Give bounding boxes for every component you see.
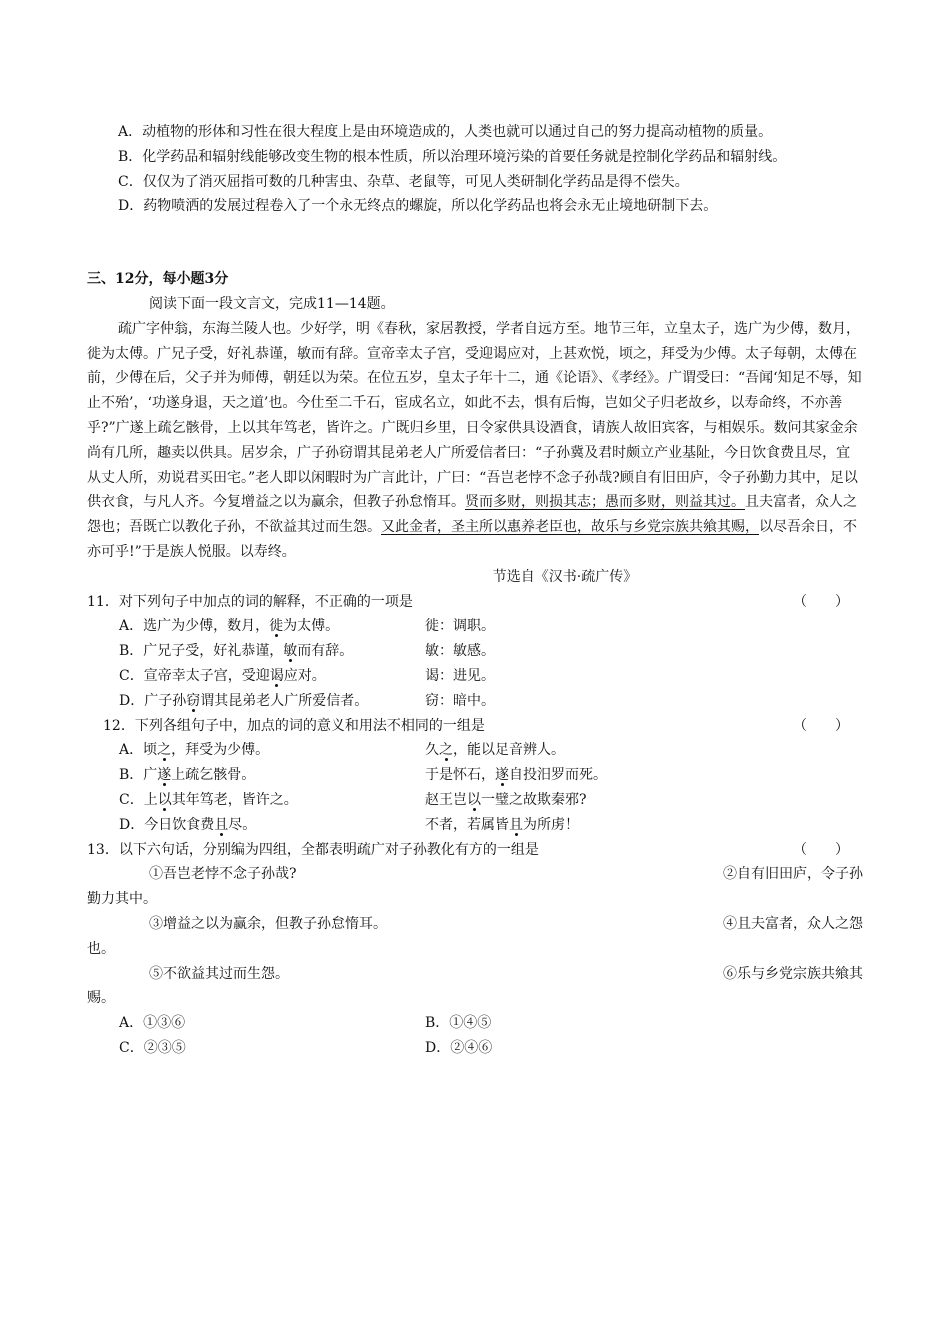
option-c-prev: C．仅仅为了消灭屈指可数的几种害虫、杂草、老鼠等，可见人类研制化学药品是得不偿失。 xyxy=(118,173,689,190)
answer-bracket-13: （ ） xyxy=(793,841,849,858)
dotted-word: 以 xyxy=(157,791,172,808)
dotted-word: 窃 xyxy=(186,692,201,709)
question-12-text: 12．下列各组句子中，加点的词的意义和用法不相同的一组是 xyxy=(103,717,485,734)
q12-option-b: B．广遂上疏乞骸骨。 于是怀石，遂自投汨罗而死。 xyxy=(119,767,607,784)
passage-part-a: 疏广字仲翁，东海兰陵人也。少好学，明《春秋，家居教授，学者自远方至。地节三年，立皇太子，选广为少傅，数月，徙为太傅。广兄子受，好礼恭谨，敏而有辞。宣帝幸太子宫，受迎谒应对，上甚欢悦，顷之，拜受为少傅。太子每朝，太傅在前，少傅在后，父子并为师傅，朝廷以为荣。在位五岁，皇太子年十二，通《论语》、《孝经》。广谓受曰：“吾闻‘知足不辱，知止不殆’，‘功遂身退，天之道’也。今仕至二千石，宦成名立，如此不去，惧有后悔，岂如父子归老故乡，以寿命终，不亦善乎?”广遂上疏乞骸骨，上以其年笃老，皆许之。广既归乡里，日令家供具设酒食，请族人故旧宾客，与相娱乐。数问其家金余尚有几所，趣卖以供具。居岁余，广子孙窃谓其昆弟老人广所爱信者曰：“子孙冀及君时颇立产业基阯，今日饮食费且尽，宜从丈人所，劝说君买田宅。”老人即以闲暇时为广言此计，广曰：“吾岂老悖不念子孙哉?顾自有旧田庐，令子孙勤力其中，足以供衣食，与凡人齐。今复增益之以为赢余，但教子孙怠惰耳。 xyxy=(87,320,862,511)
dotted-word: 之 xyxy=(439,742,453,759)
dotted-word: 以 xyxy=(467,791,481,808)
q11-note-c: 谒：进见。 xyxy=(425,667,495,684)
option-d-prev: D．药物喷洒的发展过程卷入了一个永无终点的螺旋，所以化学药品也将会永无止境地研制下去。 xyxy=(118,198,718,215)
option-b-prev: B．化学药品和辐射线能够改变生物的根本性质，所以治理环境污染的首要任务就是控制化学药品和辐射线。 xyxy=(118,148,787,165)
dotted-word: 遂 xyxy=(495,767,509,784)
q11-option-b: B．广兄子受，好礼恭谨，敏而有辞。 敏：敏感。 xyxy=(87,639,863,664)
q13-choices-row-1 xyxy=(87,1011,863,1036)
q13-choices-row-2 xyxy=(87,1036,863,1061)
answer-bracket-12: （ ） xyxy=(793,717,849,734)
passage-part-b: 且夫富者，众人之怨也；吾既亡以教化子孙，不欲益其过而生怨。 xyxy=(87,494,857,536)
q13-choice-d: D．②④⑥ xyxy=(425,1039,493,1056)
question-13-stem xyxy=(87,838,863,863)
question-12-stem xyxy=(87,714,863,739)
q11-option-c: C．宣帝幸太子宫，受迎谒应对。 谒：进见。 xyxy=(87,664,863,689)
q13-choice-c: C．②③⑤ xyxy=(119,1039,186,1056)
q12-option-d: D．今日饮食费且尽。 不者，若属皆且为所虏！ xyxy=(119,816,579,833)
q11-option-a: A．选广为少傅，数月，徙为太傅。 徙：调职。 xyxy=(87,614,863,639)
option-a-prev: A．动植物的形体和习性在很大程度上是由环境造成的，人类也就可以通过自己的努力提高动植物的质量。 xyxy=(118,124,773,140)
q13-choice-a: A．①③⑥ xyxy=(119,1015,186,1032)
question-13-text: 13．以下六句话，分别编为四组，全都表明疏广对子孙教化有方的一组是 xyxy=(87,841,539,858)
q13-item-pair-3: ⑤不欲益其过而生怨。 ⑥乐与乡党宗族共飨其 赐。 xyxy=(87,965,863,1007)
q11-option-d: D．广子孙窃谓其昆弟老人广所爱信者。 窃：暗中。 xyxy=(87,689,863,714)
q13-item-pair-2: ③增益之以为赢余，但教子孙怠惰耳。 ④且夫富者，众人之怨 也。 xyxy=(87,915,863,957)
passage-part-c: 以尽吾余日，不亦可乎!”于是族人悦服。以寿终。 xyxy=(87,519,857,560)
dotted-word: 敏 xyxy=(283,643,298,660)
passage-underlined-2: 又此金者，圣主所以惠养老臣也，故乐与乡党宗族共飨其赐， xyxy=(381,519,759,536)
question-11-stem xyxy=(87,590,863,615)
question-11-text: 11．对下列句子中加点的词的解释，不正确的一项是 xyxy=(87,593,413,610)
dotted-word: 且 xyxy=(214,816,229,833)
section-heading: 三、12分，每小题3分 xyxy=(87,271,229,288)
document-page xyxy=(87,120,863,1061)
dotted-word: 之 xyxy=(157,742,172,759)
q13-choice-b: B．①④⑤ xyxy=(425,1015,492,1032)
passage-underlined-1: 贤而多财，则损其志；愚而多财，则益其过。 xyxy=(465,494,745,511)
dotted-word: 徙 xyxy=(269,618,284,635)
dotted-word: 谒 xyxy=(269,667,284,684)
section-instruction: 阅读下面一段文言文，完成11—14题。 xyxy=(149,295,395,312)
q12-option-c: C．上以其年笃老，皆许之。 赵王岂以一璧之故欺秦邪? xyxy=(119,791,587,808)
q11-note-a: 徙：调职。 xyxy=(425,618,495,635)
dotted-word: 遂 xyxy=(157,767,172,784)
q12-option-a: A．顷之，拜受为少傅。 久之，能以足音辨人。 xyxy=(119,742,565,759)
q13-item-pair-1: ①吾岂老悖不念子孙哉? ②自有旧田庐，令子孙 勤力其中。 xyxy=(87,866,863,908)
dotted-word: 且 xyxy=(509,816,523,833)
answer-bracket-11: （ ） xyxy=(793,593,849,610)
q11-note-b: 敏：敏感。 xyxy=(425,643,495,660)
passage-source: 节选自《汉书·疏广传》 xyxy=(492,568,638,585)
q11-note-d: 窃：暗中。 xyxy=(425,692,495,709)
classical-passage xyxy=(87,317,863,565)
